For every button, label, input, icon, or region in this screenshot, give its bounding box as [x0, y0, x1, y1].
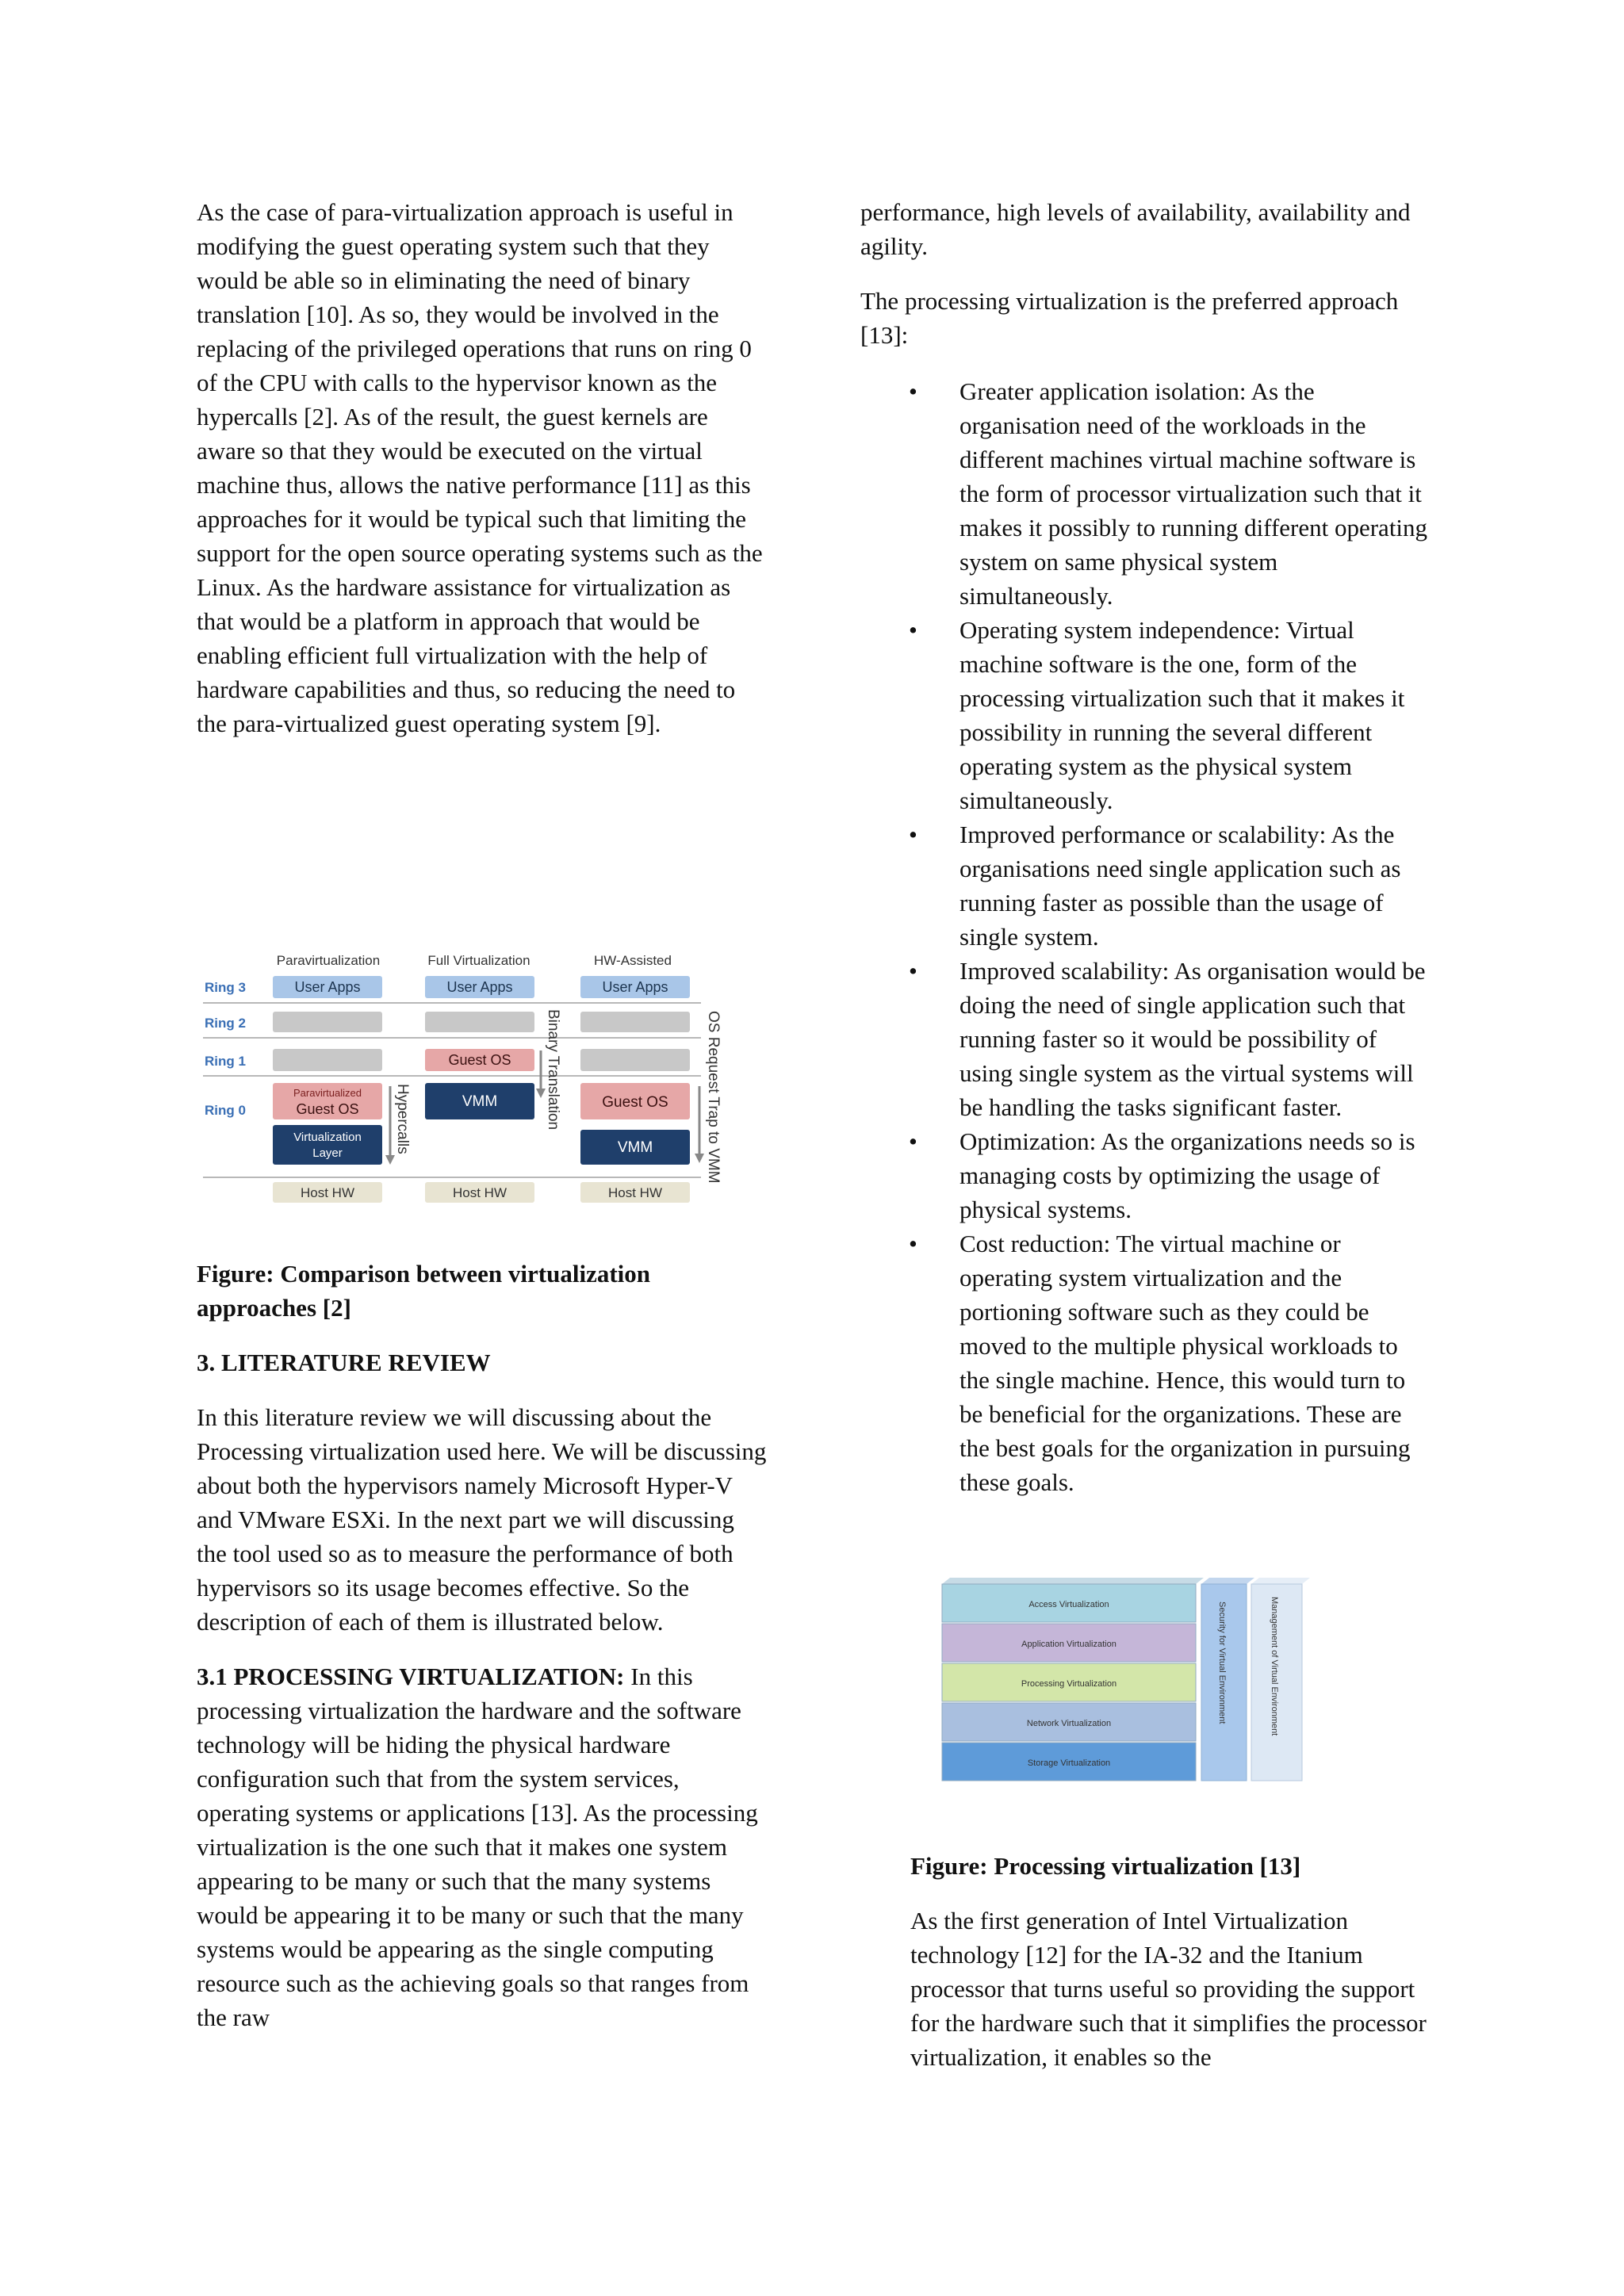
- header-paravirtualization: Paravirtualization: [276, 953, 381, 968]
- list-item: [860, 374, 1431, 613]
- literature-review-heading: 3. LITERATURE REVIEW: [197, 1349, 491, 1376]
- list-item: [860, 1124, 1431, 1226]
- left-column-lower: [197, 1257, 768, 2055]
- security-label: Security for Virtual Environment: [1217, 1601, 1227, 1724]
- ring-1-label: Ring 1: [205, 1054, 246, 1069]
- ring-3-label: Ring 3: [205, 980, 246, 995]
- ring-0-label: Ring 0: [205, 1103, 246, 1118]
- list-item-text: Cost reduction: The virtual machine or operating system virtualization and the portioning software such as they could be moved to the multiple physical workloads to the single machine. Hence, this would turn to be beneficial for the organizations. These are the best goals for the organization in pursuing these goals.: [959, 1230, 1411, 1496]
- processing-virtualization-text: In this processing virtualization the hardware and the software technology will be hiding the physical hardware configuration such that from the system services, operating systems or applications [13]. As the processing virtualization is the one such that it makes one system appearing to be many or such that the many systems would be appearing it to be many or such that the many systems would be appearing as the single computing resource such as the achieving goals so that ranges from the raw: [197, 1663, 758, 2031]
- figure2-caption: Figure: Processing virtualization [13]: [910, 1852, 1301, 1880]
- full-guest-os-label: Guest OS: [448, 1052, 511, 1068]
- layer-network-label: Network Virtualization: [1026, 1719, 1112, 1728]
- hw-user-apps-label: User Apps: [602, 979, 668, 995]
- processing-virtualization-figure: [936, 1578, 1316, 1800]
- hw-guest-os-label: Guest OS: [602, 1094, 668, 1111]
- virtualization-layer-label-1: Virtualization: [293, 1131, 362, 1144]
- paragraph-preferred-approach: The processing virtualization is the preferred approach [13]:: [860, 287, 1399, 349]
- binary-translation-arrowhead: [536, 1089, 546, 1098]
- bullet-icon: •: [909, 1127, 917, 1155]
- para-ring2-empty-box: [273, 1012, 382, 1032]
- list-item-text: Improved scalability: As organisation would be doing the need of single application such that running faster so it would be possibility of using single system as the virtual systems will be handling the tasks significant faster.: [959, 957, 1426, 1121]
- paragraph-intel-virtualization: As the first generation of Intel Virtualization technology [12] for the IA-32 and the Itanium processor that turns useful so providing the support for the hardware such that it simplifies the processor virtualization, it enables so the: [910, 1907, 1427, 2071]
- layer-application-label: Application Virtualization: [1021, 1640, 1116, 1649]
- hypercalls-label: Hypercalls: [394, 1084, 411, 1154]
- os-request-arrowhead: [695, 1154, 704, 1163]
- figure1-caption: Figure: Comparison between virtualization approaches [2]: [197, 1260, 651, 1322]
- ring-2-label: Ring 2: [205, 1016, 246, 1031]
- bullet-icon: •: [909, 957, 917, 985]
- list-item: [860, 954, 1431, 1124]
- paragraph-para-virtualization: As the case of para-virtualization approach is useful in modifying the guest operating system such that they would be able so in eliminating the need of binary translation [10]. As so, they would be involved in the replacing of the privileged operations that runs on ring 0 of the CPU with calls to the hypervisor known as the hypercalls [2]. As of the result, the guest kernels are aware so that they would be executed on the virtual machine thus, allows the native performance [11] as this approaches for it would be typical such that limiting the support for the open source operating systems such as the Linux. As the hardware assistance for virtualization as that would be a platform in approach that would be enabling efficient full virtualization with the help of hardware capabilities and thus, so reducing the need to the para-virtualized guest operating system [9].: [197, 198, 763, 737]
- os-request-trap-label: OS Request Trap to VMM: [705, 1011, 722, 1184]
- header-hw-assisted: HW-Assisted: [594, 953, 672, 968]
- list-item: [860, 613, 1431, 817]
- virtualization-layer-label-2: Layer: [312, 1146, 343, 1160]
- management-label: Management of Virtual Environment: [1270, 1597, 1279, 1736]
- list-item-text: Improved performance or scalability: As the organisations need single application such as running faster as possible than the usage of single system.: [959, 821, 1401, 951]
- bullet-icon: •: [909, 616, 917, 644]
- full-ring2-empty-box: [425, 1012, 534, 1032]
- hypercalls-arrowhead: [385, 1155, 395, 1165]
- management-top-face: [1251, 1578, 1310, 1584]
- para-ring1-empty-box: [273, 1049, 382, 1071]
- paragraph-literature-review: In this literature review we will discussing about the Processing virtualization used here. We will be discussing about both the hypervisors namely Microsoft Hyper-V and VMware ESXi. In the next part we will discussing the tool used so as to measure the performance of both hypervisors so its usage becomes effective. So the description of each of them is illustrated below.: [197, 1403, 767, 1636]
- para-guest-os-label: Guest OS: [296, 1101, 359, 1117]
- header-full-virtualization: Full Virtualization: [427, 953, 530, 968]
- right-column: [860, 195, 1431, 1499]
- layer-processing-label: Processing Virtualization: [1021, 1679, 1117, 1689]
- hw-vmm-label: VMM: [617, 1139, 653, 1156]
- list-item: [860, 817, 1431, 954]
- bullet-icon: •: [909, 821, 917, 848]
- full-user-apps-label: User Apps: [446, 979, 513, 995]
- stack-top-face: [942, 1578, 1204, 1584]
- hw-ring2-empty-box: [580, 1012, 690, 1032]
- left-column: [197, 195, 768, 761]
- layer-stack: [942, 1584, 1196, 1781]
- hw-host-hw-label: Host HW: [608, 1185, 662, 1200]
- goals-list: [860, 374, 1431, 1499]
- paragraph-processing-virtualization: [197, 1659, 768, 2034]
- full-host-hw-label: Host HW: [453, 1185, 507, 1200]
- list-item: [860, 1226, 1431, 1499]
- binary-translation-label: Binary Translation: [545, 1009, 561, 1131]
- list-item-text: Optimization: As the organizations needs so is managing costs by optimizing the usage of physical systems.: [959, 1127, 1415, 1223]
- right-column-lower: [910, 1849, 1434, 2095]
- para-user-apps-label: User Apps: [294, 979, 361, 995]
- layer-access-label: Access Virtualization: [1028, 1600, 1109, 1609]
- bullet-icon: •: [909, 1230, 917, 1257]
- list-item-text: Operating system independence: Virtual machine software is the one, form of the processing virtualization such that it makes it possibility in running the several different operating system as the physical system simultaneously.: [959, 616, 1405, 814]
- hw-ring1-empty-box: [580, 1049, 690, 1071]
- layer-storage-label: Storage Virtualization: [1027, 1758, 1111, 1768]
- virtualization-approaches-figure: [197, 947, 741, 1217]
- processing-virtualization-heading: 3.1 PROCESSING VIRTUALIZATION:: [197, 1663, 625, 1690]
- list-item-text: Greater application isolation: As the organisation need of the workloads in the different machines virtual machine software is the form of processor virtualization such that it makes it possibly to running different operating system on same physical system simultaneously.: [959, 377, 1428, 610]
- para-host-hw-label: Host HW: [301, 1185, 354, 1200]
- full-vmm-label: VMM: [462, 1093, 498, 1110]
- paravirtualized-label: Paravirtualized: [293, 1087, 362, 1099]
- bullet-icon: •: [909, 377, 917, 405]
- paragraph-performance: performance, high levels of availability, availability and agility.: [860, 198, 1411, 260]
- security-top-face: [1201, 1578, 1254, 1584]
